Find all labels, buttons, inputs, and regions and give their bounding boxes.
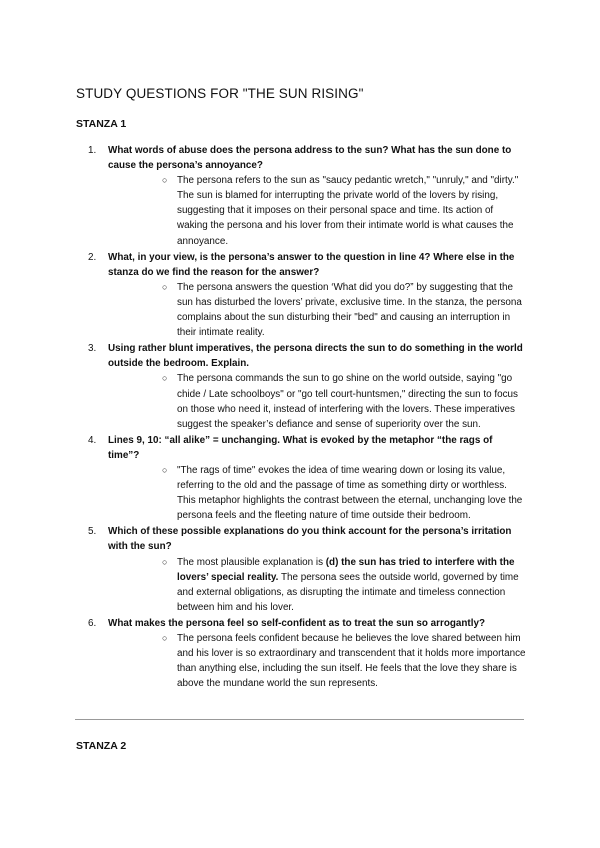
hollow-circle-bullet-icon: ○ <box>162 633 168 643</box>
question-item <box>76 341 526 432</box>
answer-text-continued: The persona sees the outside world, governed by time and external obligations, as disrupting the intimate and timeless connection between him and his lover. <box>177 571 519 613</box>
question-text: Lines 9, 10: “all alike” = unchanging. What is evoked by the metaphor “the rags of time”? <box>108 434 493 461</box>
hollow-circle-bullet-icon: ○ <box>162 464 168 475</box>
question-text: What makes the persona feel so self-confident as to treat the sun so arrogantly? <box>108 617 485 629</box>
answer-text: The most plausible explanation is <box>177 556 326 568</box>
question-number: 1. <box>88 145 97 156</box>
answer-text: The persona answers the question ‘What did you do?” by suggesting that the sun has disturbed the lovers’ private, exclusive time. In the stanza, the persona complains about the sun disturbing their "bed" and causing an interruption in their intimate reality. <box>177 281 522 339</box>
question-item <box>76 250 526 341</box>
question-text: What words of abuse does the persona address to the sun? What has the sun done to cause the persona’s annoyance? <box>108 145 512 172</box>
answer-item <box>108 463 526 523</box>
question-number: 4. <box>88 434 97 446</box>
question-item <box>76 616 526 691</box>
question-number: 5. <box>88 526 97 538</box>
hollow-circle-bullet-icon: ○ <box>162 281 168 292</box>
answer-text: The persona commands the sun to go shine on the world outside, saying "go chide / Late schoolboys" or "go tell court-huntsmen," directing the sun to focus on those who need it, instead of interfering with the lovers. These imperatives suggest the speaker’s defiance and sense of superiority over the sun. <box>177 373 518 430</box>
page-title: STUDY QUESTIONS FOR "THE SUN RISING" <box>76 86 364 101</box>
stanza-2-heading: STANZA 2 <box>76 740 127 752</box>
hollow-circle-bullet-icon: ○ <box>162 373 168 384</box>
stanza-1-heading: STANZA 1 <box>76 118 127 130</box>
answer-item <box>108 371 526 431</box>
answer-item <box>108 280 526 340</box>
answer-text: "The rags of time" evokes the idea of time wearing down or losing its value, referring to the old and the passage of time as something dirty or worthless. This metaphor highlights the contrast between the eternal, unchanging love the persona feels and the fleeting nature of time outside their bedroom. <box>177 464 523 522</box>
answer-item <box>108 173 526 248</box>
answer-item <box>108 631 526 691</box>
question-text: What, in your view, is the persona’s answer to the question in line 4? Where else in the stanza do we find the reason for the answer? <box>108 251 515 278</box>
answer-emphasis: (d) the sun has tried to interfere with the lovers’ special reality. <box>177 556 515 583</box>
answer-text: The persona refers to the sun as "saucy pedantic wretch," "unruly," and "dirty." The sun is blamed for interrupting the private world of the lovers by rising, suggesting that it imposes on their personal space and time. Its action of waking the persona and his lover from their intimate world is what causes the annoyance. <box>177 175 519 247</box>
question-number: 2. <box>88 251 97 263</box>
question-number: 6. <box>88 617 97 629</box>
question-list <box>76 143 526 692</box>
answer-item <box>108 555 526 615</box>
horizontal-divider <box>75 719 524 720</box>
question-text: Which of these possible explanations do you think account for the persona’s irritation with the sun? <box>108 526 512 553</box>
question-item <box>76 524 526 615</box>
question-item <box>76 143 526 249</box>
question-text: Using rather blunt imperatives, the persona directs the sun to do something in the world outside the bedroom. Explain. <box>108 343 523 370</box>
hollow-circle-bullet-icon: ○ <box>162 556 168 567</box>
question-number: 3. <box>88 343 97 355</box>
question-item <box>76 433 526 524</box>
hollow-circle-bullet-icon: ○ <box>162 175 168 186</box>
answer-text: The persona feels confident because he believes the love shared between him and his lover is so extraordinary and transcendent that it holds more importance than anything else, including the sun itself. He feels that the love they share is above the mundane world the sun represents. <box>177 633 526 690</box>
